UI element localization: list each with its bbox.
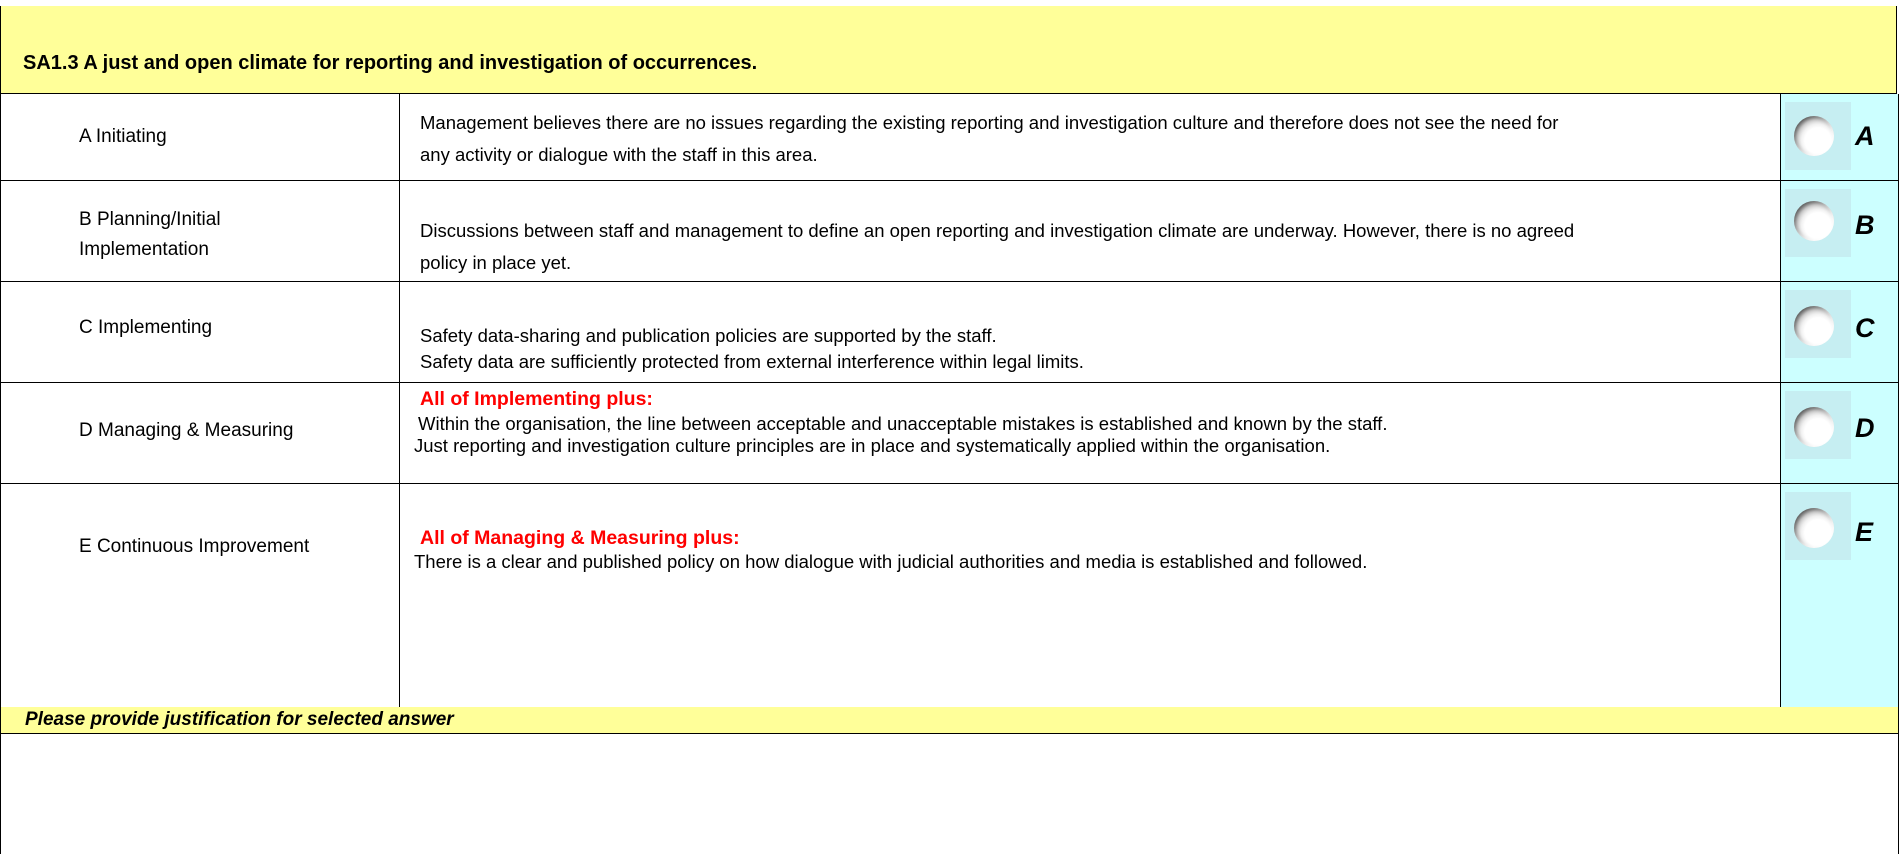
radio-option-b-icon[interactable] xyxy=(1794,201,1834,241)
radio-highlight xyxy=(1785,290,1851,358)
level-label: E Continuous Improvement xyxy=(79,536,310,557)
level-label: B Planning/Initial xyxy=(79,209,221,230)
description-line: Safety data are sufficiently protected from external interference within legal limits. xyxy=(420,351,1084,372)
radio-option-a-icon[interactable] xyxy=(1794,116,1834,156)
question-title: SA1.3 A just and open climate for reporting and investigation of occurrences. xyxy=(23,52,758,74)
radio-highlight xyxy=(1785,189,1851,257)
level-row-a xyxy=(0,94,1899,181)
choice-cell-d[interactable] xyxy=(1781,383,1899,483)
question-header xyxy=(0,6,1897,94)
radio-option-c-icon[interactable] xyxy=(1794,306,1834,346)
level-row-b xyxy=(0,181,1899,282)
choice-letter-d: D xyxy=(1855,413,1875,443)
level-lead-text: All of Implementing plus: xyxy=(420,388,653,410)
radio-option-e-icon[interactable] xyxy=(1794,508,1834,548)
justification-input[interactable] xyxy=(3,736,1899,858)
description-line: There is a clear and published policy on how dialogue with judicial authorities and media is established and followed. xyxy=(414,551,1368,572)
choice-letter-b: B xyxy=(1855,210,1875,240)
justification-label-band xyxy=(0,707,1899,734)
radio-highlight xyxy=(1785,102,1851,170)
level-label: C Implementing xyxy=(79,317,213,338)
level-label: A Initiating xyxy=(79,126,167,147)
level-description-cell xyxy=(400,282,1781,382)
choice-cell-a[interactable] xyxy=(1781,94,1899,180)
level-row-d xyxy=(0,383,1899,484)
radio-highlight xyxy=(1785,492,1851,560)
level-description-cell xyxy=(400,94,1781,180)
level-label-cell xyxy=(0,181,400,281)
description-line: Discussions between staff and management to define an open reporting and investigation climate are underway. However, there is no agreed xyxy=(420,220,1575,241)
description-line: Safety data-sharing and publication policies are supported by the staff. xyxy=(420,325,997,346)
description-line: Just reporting and investigation culture principles are in place and systematically applied within the organisation. xyxy=(414,435,1331,456)
radio-option-d-icon[interactable] xyxy=(1794,407,1834,447)
choice-cell-b[interactable] xyxy=(1781,181,1899,281)
level-label-cell xyxy=(0,484,400,707)
description-line: Management believes there are no issues regarding the existing reporting and investigation culture and therefore does not see the need for xyxy=(420,112,1559,133)
level-label: D Managing & Measuring xyxy=(79,420,294,441)
choice-cell-c[interactable] xyxy=(1781,282,1899,382)
justification-area[interactable] xyxy=(0,734,1899,854)
level-lead-text: All of Managing & Measuring plus: xyxy=(420,527,740,549)
level-description-cell xyxy=(400,484,1781,707)
level-label-cell xyxy=(0,383,400,483)
level-row-e xyxy=(0,484,1899,707)
choice-letter-e: E xyxy=(1855,517,1874,547)
level-label-cell xyxy=(0,94,400,180)
description-line: policy in place yet. xyxy=(420,252,572,273)
choice-cell-e[interactable] xyxy=(1781,484,1899,707)
level-description-cell xyxy=(400,181,1781,281)
description-line: Within the organisation, the line between acceptable and unacceptable mistakes is established and known by the staff. xyxy=(418,413,1388,434)
description-line: any activity or dialogue with the staff in this area. xyxy=(420,144,818,165)
choice-letter-c: C xyxy=(1855,313,1875,343)
choice-letter-a: A xyxy=(1855,121,1875,151)
level-row-c xyxy=(0,282,1899,383)
level-label: Implementation xyxy=(79,239,209,260)
level-label-cell xyxy=(0,282,400,382)
level-description-cell xyxy=(400,383,1781,483)
radio-highlight xyxy=(1785,391,1851,459)
justification-label: Please provide justification for selected answer xyxy=(25,709,454,730)
